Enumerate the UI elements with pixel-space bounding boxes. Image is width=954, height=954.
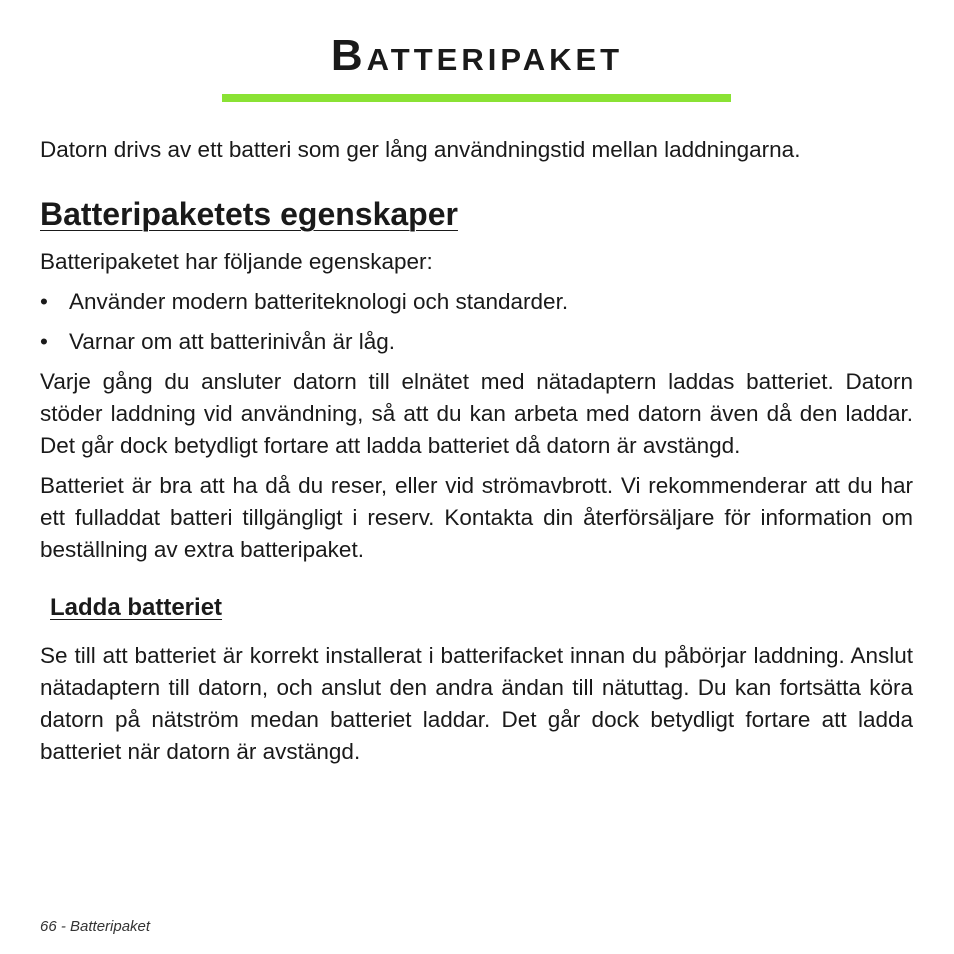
- page-title: Batteripaket: [330, 31, 624, 80]
- bullet-icon: •: [40, 289, 48, 314]
- page-content: [40, 134, 913, 768]
- list-item-text: Använder modern batteriteknologi och standarder.: [69, 289, 569, 314]
- bullet-icon: •: [40, 329, 48, 354]
- page-footer: 66 - Batteripaket: [40, 918, 151, 935]
- section-lead-text: Batteripaketet har följande egenskaper:: [40, 249, 433, 274]
- body-paragraph: Batteriet är bra att ha då du reser, eller vid strömavbrott. Vi rekommenderar att du har ett fulladdat batteri tillgängligt i reserv. Kontakta din återförsäljare för information om beställning av extra batteripaket.: [40, 473, 913, 562]
- subsection-paragraph: Se till att batteriet är korrekt installerat i batterifacket innan du påbörjar laddning. Anslut nätadaptern till datorn, och anslut den andra ändan till nätuttag. Du kan fortsätta köra datorn på nätström medan batteriet laddar. Det går dock betydligt fortare att ladda batteriet när datorn är avstängd.: [40, 643, 913, 764]
- list-item: [40, 286, 913, 318]
- section-heading: Batteripaketets egenskaper: [40, 196, 458, 232]
- body-paragraph: Varje gång du ansluter datorn till elnätet med nätadaptern laddas batteriet. Datorn stöder laddning vid användning, så att du kan arbeta med datorn även då den laddar. Det går dock betydligt fortare att ladda batteriet då datorn är avstängd.: [40, 369, 913, 458]
- feature-list: [40, 286, 913, 358]
- title-underline-rule: [222, 94, 731, 102]
- list-item-text: Varnar om att batterinivån är låg.: [69, 329, 395, 354]
- list-item: [40, 326, 913, 358]
- intro-paragraph: Datorn drivs av ett batteri som ger lång användningstid mellan laddningarna.: [40, 137, 801, 162]
- subsection-heading: Ladda batteriet: [50, 594, 223, 621]
